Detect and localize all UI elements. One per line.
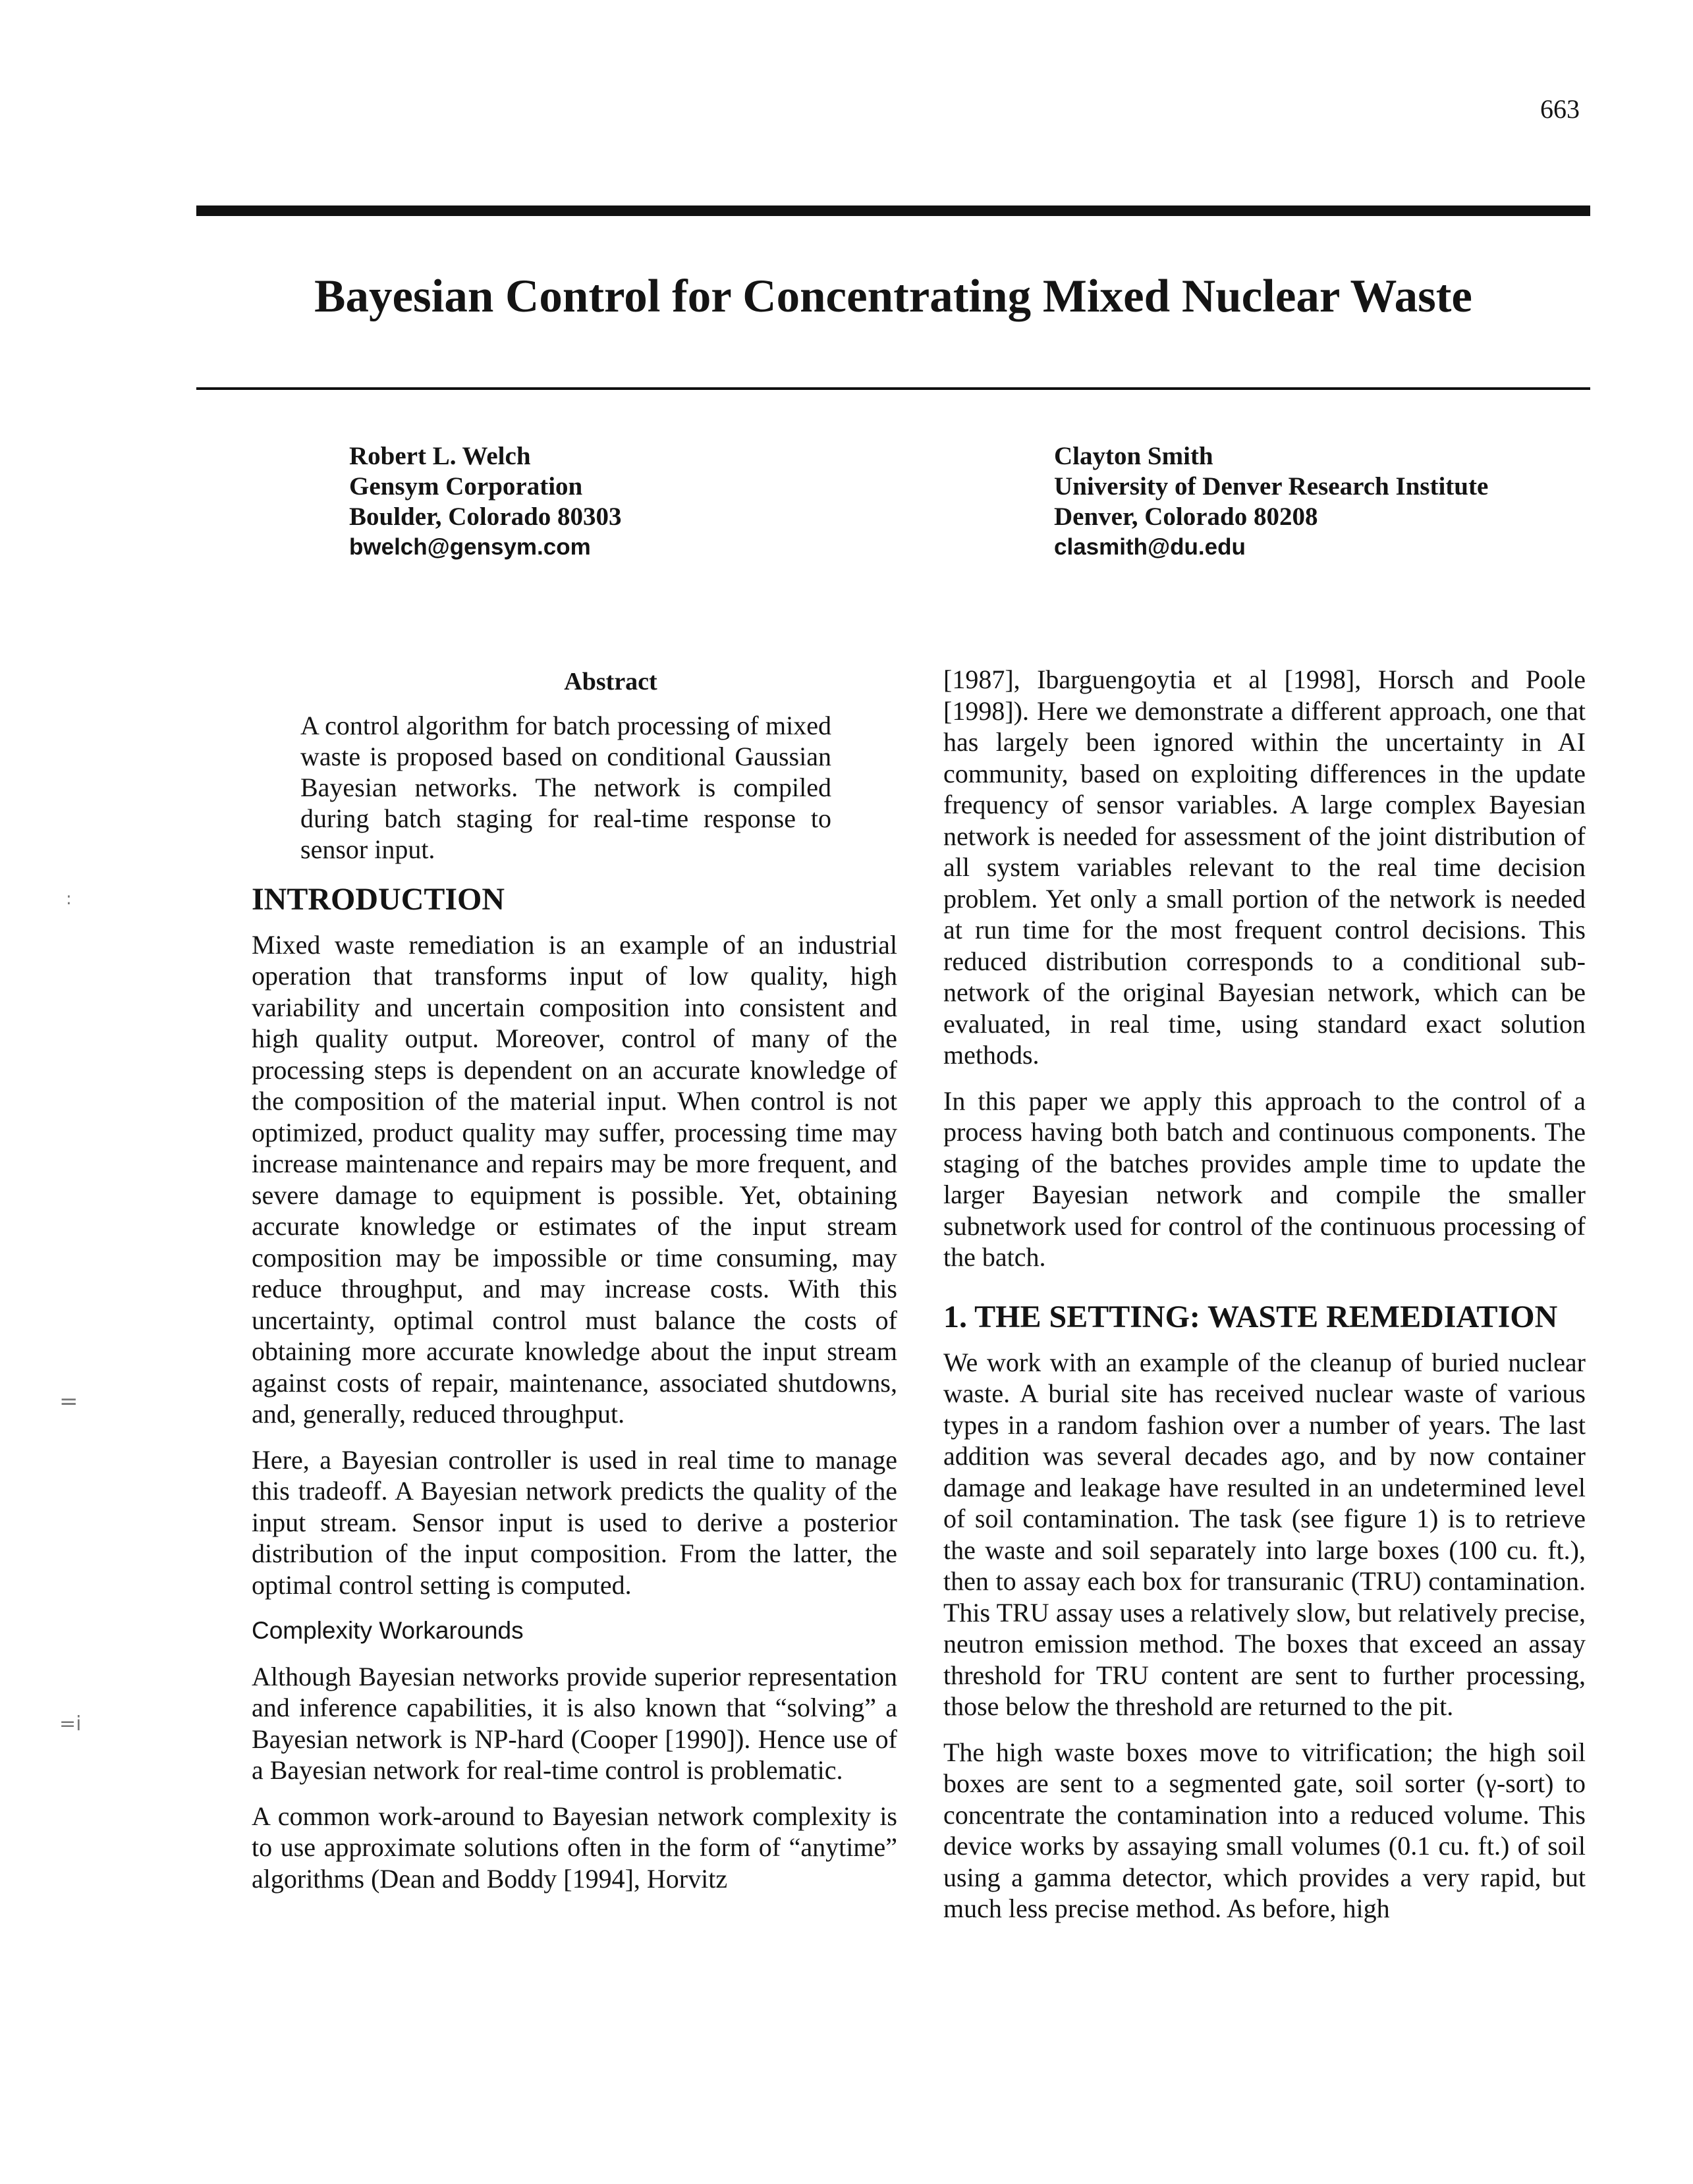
author-location: Denver, Colorado 80208 xyxy=(1054,503,1318,531)
introduction-paragraph-3: Although Bayesian networks provide superior representation and inference capabilities, it is also known that “solving” a Bayesian network is NP-hard (Cooper [1990]). Hence use of a Bayesian network for real-time control is problematic. xyxy=(252,1661,897,1785)
left-column xyxy=(252,667,897,1909)
paper-title: Bayesian Control for Concentrating Mixed Nuclear Waste xyxy=(314,271,1472,322)
abstract-heading: Abstract xyxy=(564,668,657,696)
author-location: Boulder, Colorado 80303 xyxy=(349,503,622,531)
margin-mark: : xyxy=(66,889,72,909)
margin-mark: =i xyxy=(59,1712,82,1735)
section-1-paragraph-1: We work with an example of the cleanup of buried nuclear waste. A burial site has received nuclear waste of various types in a random fashion over a number of years. The last addition was several decades ago, and by now container damage and leakage have resulted in an undetermined level of soil contamination. The task (see figure 1) is to retrieve the waste and soil separately into large boxes (100 cu. ft.), then to assay each box for transuranic (TRU) contamination. This TRU assay uses a relatively slow, but relatively precise, neutron emission method. The boxes that exceed an assay threshold for TRU content are sent to further processing, those below the threshold are returned to the pit. xyxy=(943,1347,1586,1721)
right-column xyxy=(943,664,1586,1939)
page-number: 663 xyxy=(1540,94,1580,124)
introduction-paragraph-1: Mixed waste remediation is an example of an industrial operation that transforms input of low quality, high variability and uncertain composition into consistent and high quality output. Moreover, control of many of the processing steps is dependent on an accurate knowledge of the composition of the material input. When control is not optimized, product quality may suffer, processing time may increase maintenance and repairs may be more frequent, and severe damage to equipment is possible. Yet, obtaining accurate knowledge or estimates of the input stream composition may be impossible or time consuming, may reduce throughput, and may increase costs. With this uncertainty, optimal control must balance the costs of obtaining more accurate knowledge about the input stream against costs of repair, maintenance, associated shutdowns, and, generally, reduced throughput. xyxy=(252,929,897,1429)
introduction-paragraph-2: Here, a Bayesian controller is used in real time to manage this tradeoff. A Bayesian network predicts the quality of the input stream. Sensor input is used to derive a posterior distribution of the input composition. From the latter, the optimal control setting is computed. xyxy=(252,1444,897,1600)
abstract-text: A control algorithm for batch processing of mixed waste is proposed based on conditional Gaussian Bayesian networks. The network is compiled during batch staging for real-time response to sensor input. xyxy=(300,710,831,864)
section-1-heading: 1. THE SETTING: WASTE REMEDIATION xyxy=(943,1299,1558,1334)
margin-mark: = xyxy=(59,1388,78,1415)
introduction-paragraph-4-continued: [1987], Ibarguengoytia et al [1998], Horsch and Poole [1998]). Here we demonstrate a different approach, one that has largely been ignored within the uncertainty in AI community, based on exploiting differences in the update frequency of sensor variables. A large complex Bayesian network is needed for assessment of the joint distribution of all system variables relevant to the real time decision problem. Yet only a small portion of the network is needed at run time for the most frequent control decisions. This reduced distribution corresponds to a conditional sub-network of the original Bayesian network, which can be evaluated, in real time, using standard exact solution methods. xyxy=(943,665,1586,1070)
author-block-welch xyxy=(349,441,622,562)
author-affiliation: University of Denver Research Institute xyxy=(1054,472,1489,501)
author-affiliation: Gensym Corporation xyxy=(349,472,583,501)
introduction-heading: INTRODUCTION xyxy=(252,881,505,917)
complexity-subheading: Complexity Workarounds xyxy=(252,1617,524,1644)
author-name: Robert L. Welch xyxy=(349,442,531,470)
author-email: bwelch@gensym.com xyxy=(349,534,591,560)
author-email: clasmith@du.edu xyxy=(1054,534,1246,560)
top-rule xyxy=(196,205,1590,216)
introduction-paragraph-5: In this paper we apply this approach to the control of a process having both batch and continuous components. The staging of the batches provides ample time to update the larger Bayesian network and compile the smaller subnetwork used for control of the continuous processing of the batch. xyxy=(943,1085,1586,1272)
section-1-paragraph-2: The high waste boxes move to vitrification; the high soil boxes are sent to a segmented gate, soil sorter (γ-sort) to concentrate the contamination into a reduced volume. This device works by assaying small volumes (0.1 cu. ft.) of soil using a gamma detector, which provides a very rapid, but much less precise method. As before, high xyxy=(943,1737,1586,1923)
author-name: Clayton Smith xyxy=(1054,442,1213,470)
author-block-smith xyxy=(1054,441,1488,562)
introduction-paragraph-4: A common work-around to Bayesian network complexity is to use approximate solutions often in the form of “anytime” algorithms (Dean and Boddy [1994], Horvitz xyxy=(252,1801,897,1894)
title-rule xyxy=(196,387,1590,390)
